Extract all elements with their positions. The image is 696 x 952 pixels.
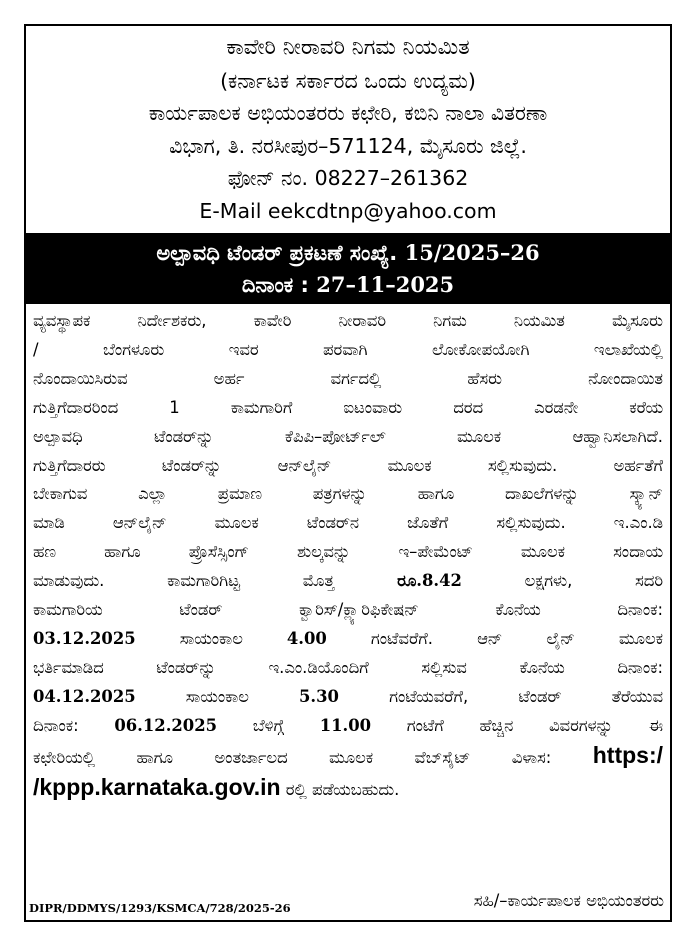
notice-label: ಅಲ್ಪಾವಧಿ ಟೆಂಡರ್ ಪ್ರಕಟಣೆ ಸಂಖ್ಯೆ. (156, 241, 398, 265)
text-segment: ಬೆಳಿಗ್ಗೆ (252, 715, 284, 735)
division-address: ವಿಭಾಗ, ತಿ. ನರಸೀಪುರ–571124, ಮೈಸೂರು ಜಿಲ್ಲೆ. (169, 133, 527, 158)
body-line (33, 683, 663, 712)
notice-number: 15/2025–26 (404, 240, 540, 265)
body-line: ಭರ್ತಿಮಾಡಿದ ಟೆಂಡರ್‌ನ್ನು ಇ.ಎಂ.ಡಿಯೊಂದಿಗೆ ಸಲ್ಲಿಸುವ ಕೊನೆಯ ದಿನಾಂಕ: (33, 657, 663, 677)
text-segment: ಸಾಯಂಕಾಲ (179, 628, 243, 648)
notice-body (26, 304, 670, 804)
body-line: ನೊಂದಾಯಿಸಿರುವ ಅರ್ಹ ವರ್ಗದಲ್ಲಿ ಹೆಸರು ನೋಂದಾಯಿತ (33, 368, 663, 388)
notice-date-line (26, 269, 670, 301)
org-subtitle: (ಕರ್ನಾಟಕ ಸರ್ಕಾರದ ಒಂದು ಉದ್ಯಮ) (220, 68, 476, 93)
body-line: ಅಲ್ಪಾವಧಿ ಟೆಂಡರ್‌ನ್ನು ಕೆಪಿಪಿ–ಪೋರ್ಟ್‌ಲ್ ಮೂಲಕ ಆಹ್ವಾನಿಸಲಾಗಿದೆ. (33, 426, 663, 446)
text-segment: ಗಂಟೆಯವರೆಗೆ, ಟೆಂಡರ್ ತೆರೆಯುವ (389, 686, 663, 706)
text-segment: ಸಾಯಂಕಾಲ (185, 686, 249, 706)
body-line (33, 712, 663, 741)
opening-time: 11.00 (319, 715, 372, 735)
dipr-reference: DIPR/DDMYS/1293/KSMCA/728/2025-26 (29, 901, 291, 915)
body-line: ಬೇಕಾಗುವ ಎಲ್ಲಾ ಪ್ರಮಾಣ ಪತ್ರಗಳನ್ನು ಹಾಗೂ ದಾಖಲೆಗಳನ್ನು ಸ್ಕ್ಯಾನ್ (33, 484, 663, 504)
date-label: ದಿನಾಂಕ : (241, 273, 309, 297)
text-segment: ಗಂಟೆವರೆಗೆ. ಆನ್ ಲೈನ್ ಮೂಲಕ (370, 628, 663, 648)
body-line: ಹಣ ಹಾಗೂ ಪ್ರೊಸೆಸ್ಸಿಂಗ್ ಶುಲ್ಕವನ್ನು ಇ–ಪೇಮೆಂಟ್ ಮೂಲಕ ಸಂದಾಯ (33, 542, 663, 562)
submission-deadline-time: 5.30 (299, 686, 339, 706)
email-address: E-Mail eekcdtnp@yahoo.com (199, 198, 497, 223)
notice-number-line (26, 237, 670, 269)
opening-date: 06.12.2025 (114, 715, 218, 735)
text-segment: ದಿನಾಂಕ: (33, 715, 79, 735)
signature: ಸಹಿ/–ಕಾರ್ಯಪಾಲಕ ಅಭಿಯಂತರರು (473, 891, 664, 910)
notice-date: 27–11–2025 (316, 272, 455, 297)
letterhead (26, 26, 670, 227)
submission-deadline-date: 04.12.2025 (33, 686, 136, 706)
org-name: ಕಾವೇರಿ ನೀರಾವರಿ ನಿಗಮ ನಿಯಮಿತ (226, 35, 470, 60)
body-line: ಗುತ್ತಿಗೆದಾರರಿಂದ 1 ಕಾಮಗಾರಿಗೆ ಐಟಂವಾರು ದರದ ಎರಡನೇ ಕರೆಯ (33, 397, 663, 417)
query-deadline-date: 03.12.2025 (33, 628, 136, 648)
body-line: ಗುತ್ತಿಗೆದಾರರು ಟೆಂಡರ್‌ನ್ನು ಆನ್‌ಲೈನ್ ಮೂಲಕ ಸಲ್ಲಿಸುವುದು. ಅರ್ಹತೆಗೆ (33, 455, 663, 475)
body-line: ವ್ಯವಸ್ಥಾಪಕ ನಿರ್ದೇಶಕರು, ಕಾವೇರಿ ನೀರಾವರಿ ನಿಗಮ ನಿಯಮಿತ ಮೈಸೂರು (33, 311, 663, 330)
text-segment: ಲಕ್ಷಗಳು, ಸದರಿ (524, 571, 663, 591)
work-amount: ರೂ.8.42 (397, 571, 462, 591)
phone-number: ಫೋನ್ ನಂ. 08227–261362 (227, 166, 469, 190)
text-segment: ಗಂಟೆಗೆ ಹೆಚ್ಚಿನ ವಿವರಗಳನ್ನು ಈ (406, 715, 663, 735)
body-line (33, 625, 663, 654)
notice-banner (26, 233, 670, 304)
office-name: ಕಾರ್ಯಪಾಲಕ ಅಭಿಯಂತರರು ಕಛೇರಿ, ಕಬಿನಿ ನಾಲಾ ವಿತರಣಾ (148, 101, 548, 125)
text-segment: ಮಾಡುವುದು. ಕಾಮಗಾರಿಗಿಟ್ಟ ಮೊತ್ತ (33, 571, 335, 591)
body-line (33, 567, 663, 596)
query-deadline-time: 4.00 (286, 628, 327, 648)
body-line (33, 773, 663, 805)
text-segment: ರಲ್ಲಿ ಪಡೆಯಬಹುದು. (285, 779, 400, 799)
website-url-start: https:/ (592, 741, 663, 768)
text-segment: ಕಛೇರಿಯಲ್ಲಿ ಹಾಗೂ ಅಂತರ್ಜಾಲದ ಮೂಲಕ ವೆಬ್‌ಸೈಟ್ ವಿಳಾಸ: (33, 747, 552, 767)
website-url-end: /kppp.karnataka.gov.in (33, 773, 281, 800)
body-line: ಕಾಮಗಾರಿಯ ಟೆಂಡರ್ ಕ್ವಾರಿಸ್/ಕ್ಲ್ಯಾರಿಫಿಕೇಷನ್ ಕೊನೆಯ ದಿನಾಂಕ: (33, 600, 663, 620)
body-line (33, 741, 663, 773)
body-line: / ಬೆಂಗಳೂರು ಇವರ ಪರವಾಗಿ ಲೋಕೋಪಯೋಗಿ ಇಲಾಖೆಯಲ್ಲಿ (33, 339, 663, 359)
tender-notice (24, 24, 672, 922)
body-line: ಮಾಡಿ ಆನ್‌ಲೈನ್ ಮೂಲಕ ಟೆಂಡರ್‌ನ ಜೊತೆಗೆ ಸಲ್ಲಿಸುವುದು. ಇ.ಎಂ.ಡಿ (33, 513, 663, 533)
